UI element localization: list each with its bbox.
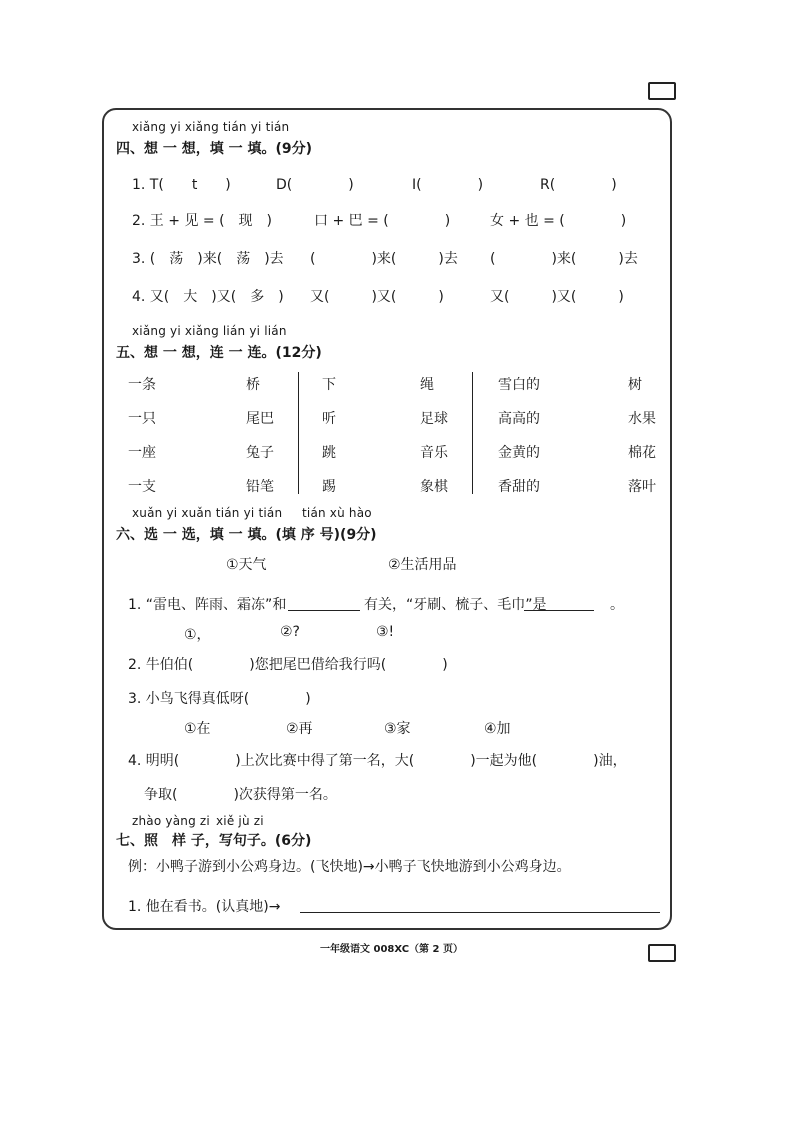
- match-item: 树: [628, 377, 642, 393]
- section7-pinyin: zhào yàng zi: [132, 814, 210, 828]
- s4-row2-item: 2. 王 + 见 = ( 现 ): [132, 213, 272, 229]
- match-item: 听: [322, 411, 336, 427]
- s4-row1-item: R( ): [540, 177, 617, 193]
- match-item: 一支: [128, 479, 156, 495]
- question-text: 1. “雷电、阵雨、霜冻”和: [128, 597, 287, 613]
- match-item: 水果: [628, 411, 656, 427]
- example-text: 例：小鸭子游到小公鸡身边。(飞快地)→小鸭子飞快地游到小公鸡身边。: [128, 859, 571, 875]
- exam-sheet: [102, 108, 672, 930]
- s4-row3-item: ( )来( )去: [490, 251, 638, 267]
- option-item: ①天气: [226, 557, 267, 573]
- match-item: 足球: [420, 411, 448, 427]
- option-item: ④加: [484, 721, 511, 737]
- match-item: 高高的: [498, 411, 540, 427]
- question-text: 2. 牛伯伯( )您把尾巴借给我行吗( ): [128, 657, 448, 673]
- score-box-top: [648, 82, 676, 100]
- question-text: 4. 明明( )上次比赛中得了第一名，大( )一起为他( )油，: [128, 753, 627, 769]
- match-item: 桥: [246, 377, 260, 393]
- section5-pinyin: xiǎng yi xiǎng lián yi lián: [132, 324, 287, 338]
- match-item: 香甜的: [498, 479, 540, 495]
- s4-row2-item: 口 + 巴 = ( ): [314, 213, 451, 229]
- s4-row4-item: 4. 又( 大 )又( 多 ): [132, 289, 284, 305]
- answer-blank: [288, 610, 360, 611]
- question-text: 3. 小鸟飞得真低呀( ): [128, 691, 311, 707]
- option-item: ③!: [376, 624, 395, 640]
- match-item: 兔子: [246, 445, 274, 461]
- question-text: 。: [610, 597, 624, 613]
- section7-pinyin: xiě jù zi: [216, 814, 264, 828]
- match-item: 一只: [128, 411, 156, 427]
- s4-row3-item: ( )来( )去: [310, 251, 458, 267]
- option-item: ②生活用品: [388, 557, 457, 573]
- match-item: 尾巴: [246, 411, 274, 427]
- s4-row1-item: D( ): [276, 177, 354, 193]
- page-footer: 一年级语文 008XC（第 2 页）: [320, 944, 463, 955]
- divider-line: [298, 372, 299, 494]
- match-item: 一座: [128, 445, 156, 461]
- section7-heading: 七、照 样 子，写句子。(6分): [116, 833, 312, 849]
- s4-row3-item: 3. ( 荡 )来( 荡 )去: [132, 251, 284, 267]
- match-item: 铅笔: [246, 479, 274, 495]
- section4-pinyin: xiǎng yi xiǎng tián yi tián: [132, 120, 290, 134]
- section6-pinyin: tián xù hào: [302, 506, 372, 520]
- s4-row4-item: 又( )又( ): [310, 289, 444, 305]
- answer-blank: [524, 610, 594, 611]
- section4-heading: 四、想 一 想，填 一 填。(9分): [116, 141, 313, 157]
- s4-row1-item: 1. T( t ): [132, 177, 231, 193]
- option-item: ①，: [184, 627, 211, 643]
- match-item: 踢: [322, 479, 336, 495]
- divider-line: [472, 372, 473, 494]
- score-box-bottom: [648, 944, 676, 962]
- s4-row1-item: I( ): [412, 177, 484, 193]
- section6-heading: 六、选 一 选，填 一 填。(填 序 号)(9分): [116, 527, 377, 543]
- match-item: 象棋: [420, 479, 448, 495]
- question-text: 有关，“牙刷、梳子、毛巾”是: [364, 597, 547, 613]
- match-item: 下: [322, 377, 336, 393]
- match-item: 雪白的: [498, 377, 540, 393]
- option-item: ①在: [184, 721, 211, 737]
- match-item: 跳: [322, 445, 336, 461]
- answer-blank: [300, 912, 660, 913]
- question-text: 争取( )次获得第一名。: [144, 787, 337, 803]
- question-text: 1. 他在看书。(认真地)→: [128, 899, 281, 915]
- match-item: 落叶: [628, 479, 656, 495]
- match-item: 金黄的: [498, 445, 540, 461]
- match-item: 绳: [420, 377, 434, 393]
- option-item: ②?: [280, 624, 300, 640]
- option-item: ②再: [286, 721, 313, 737]
- match-item: 音乐: [420, 445, 448, 461]
- section6-pinyin: xuǎn yi xuǎn tián yi tián: [132, 506, 283, 520]
- s4-row4-item: 又( )又( ): [490, 289, 624, 305]
- match-item: 一条: [128, 377, 156, 393]
- section5-heading: 五、想 一 想，连 一 连。(12分): [116, 345, 322, 361]
- option-item: ③家: [384, 721, 411, 737]
- match-item: 棉花: [628, 445, 656, 461]
- s4-row2-item: 女 + 也 = ( ): [490, 213, 627, 229]
